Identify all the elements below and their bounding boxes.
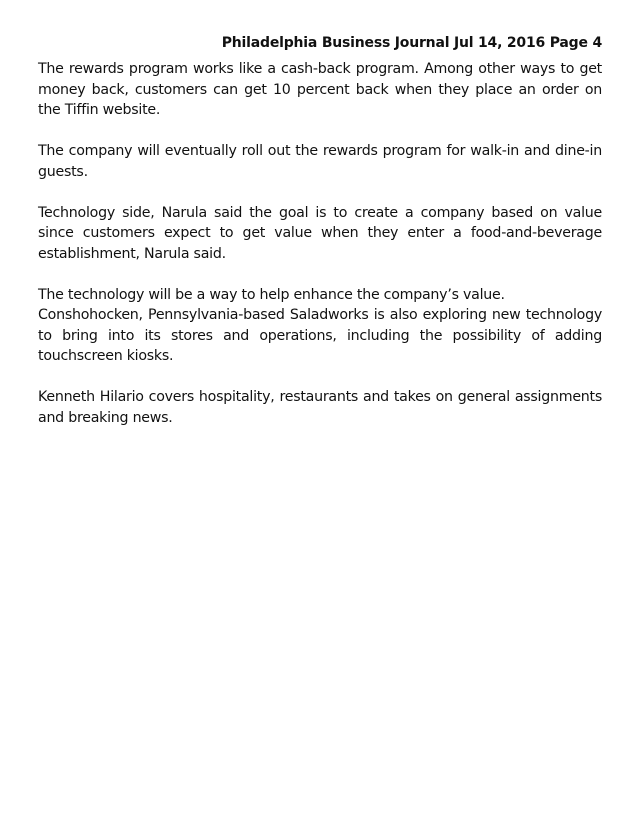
article-body	[38, 59, 602, 449]
paragraph-rewards-program: The rewards program works like a cash-back program. Among other ways to get money back, customers can get 10 percent back when they place an order on the Tiffin website.	[38, 61, 602, 118]
paragraph-rollout: The company will eventually roll out the rewards program for walk-in and dine-in guests.	[38, 143, 602, 180]
paragraph-author-bio: Kenneth Hilario covers hospitality, restaurants and takes on general assignments and breaking news.	[38, 389, 602, 426]
paragraph-technology-side: Technology side, Narula said the goal is to create a company based on value since customers expect to get value when they enter a food-and-beverage establishment, Narula said.	[38, 204, 602, 262]
paragraph-saladworks: Conshohocken, Pennsylvania-based Saladworks is also exploring new technology to bring into its stores and operations, including the possibility of adding touchscreen kiosks.	[38, 307, 602, 364]
paragraph-technology-value: The technology will be a way to help enhance the company’s value.	[38, 286, 505, 303]
page-header: Philadelphia Business Journal Jul 14, 2016 Page 4	[221, 35, 602, 51]
